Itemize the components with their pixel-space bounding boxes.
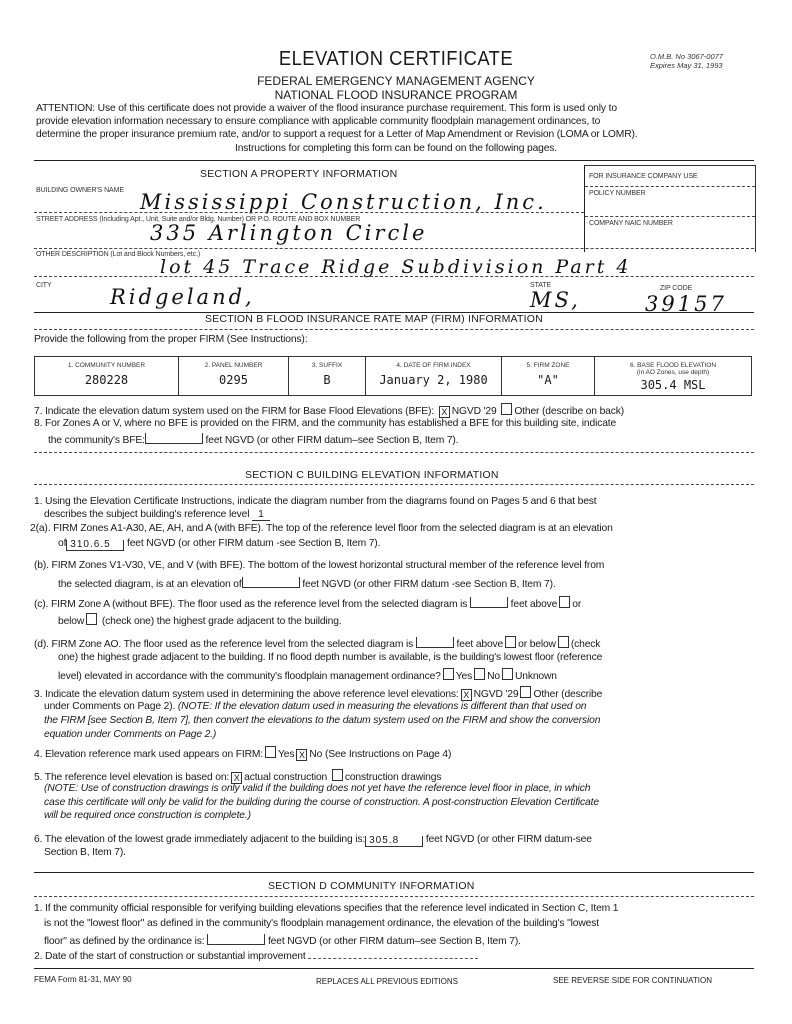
actual-construction-checkbox[interactable]: X (231, 772, 242, 784)
item-d2 (34, 949, 478, 962)
item-c3-line-3: the FIRM [see Section B, Item 7], then convert the elevations to the datum system used on the FIRM and show the conversion (44, 715, 601, 726)
item-c2d-line-1 (34, 636, 600, 650)
item-c2b-units: feet NGVD (or other FIRM datum -see Section B, Item 7). (302, 579, 556, 590)
community-bfe-units: feet NGVD (or other FIRM datum–see Section B, Item 7). (205, 435, 459, 446)
divider (34, 872, 754, 873)
community-bfe-field[interactable] (145, 433, 203, 444)
other-datum-checkbox[interactable] (501, 403, 512, 415)
insurance-company-box (584, 165, 756, 252)
firm-zone-label: 5. FIRM ZONE (526, 362, 570, 369)
item-c2d-check: (check (570, 639, 601, 650)
item-c2c-line-1 (34, 596, 581, 610)
panel-number-value[interactable]: 0295 (219, 373, 248, 387)
naic-number-label: COMPANY NAIC NUMBER (589, 220, 673, 227)
divider (34, 212, 584, 213)
bfe-sublabel: (in AO Zones, use depth) (636, 369, 710, 376)
zone-ao-height-field[interactable] (416, 637, 454, 648)
item-c2a-units: feet NGVD (or other FIRM datum -see Section B, Item 7). (127, 538, 381, 549)
item-c2c-above-label: feet above (510, 599, 558, 610)
c3-other-label: Other (describe (533, 689, 603, 700)
mark-yes-checkbox[interactable] (265, 746, 276, 758)
firm-intro: Provide the following from the proper FIRM (See Instructions): (34, 334, 308, 345)
no-label: No (487, 671, 500, 682)
firm-date-value[interactable]: January 2, 1980 (379, 373, 488, 387)
expiration-date: Expires May 31, 1993 (650, 61, 723, 70)
item-c2d-text: (d). FIRM Zone AO. The floor used as the reference level from the selected diagram is (34, 639, 414, 650)
item-b7-text: 7. Indicate the elevation datum system used on the FIRM for Base Flood Elevations (BFE): (34, 406, 435, 417)
item-c4 (34, 746, 451, 761)
suffix-label: 3. SUFFIX (311, 362, 343, 369)
mark-no-checkbox[interactable]: X (296, 749, 307, 761)
item-c6-text: 6. The elevation of the lowest grade immediately adjacent to the building is: (34, 834, 366, 845)
construction-date-label: 2. Date of the start of construction or substantial improvement (34, 951, 306, 962)
lowest-grade-elevation-field[interactable]: 305.8 (365, 836, 423, 847)
item-c1-line-2 (44, 509, 270, 520)
item-c2b-prefix: the selected diagram, is at an elevation of (58, 579, 242, 590)
diagram-number-value[interactable]: 1 (252, 509, 270, 521)
panel-number-label: 2. PANEL NUMBER (204, 362, 263, 369)
zone-ao-above-checkbox[interactable] (505, 636, 516, 648)
form-number: FEMA Form 81-31, MAY 90 (34, 975, 132, 984)
ngvd29-label: NGVD '29 (451, 406, 497, 417)
divider (34, 248, 754, 249)
divider (34, 329, 754, 330)
state-label: STATE (530, 282, 552, 289)
item-c2b-line-1: (b). FIRM Zones V1-V30, VE, and V (with BFE). The bottom of the lowest horizontal structural member of the reference level from (34, 560, 605, 571)
item-c2d-question: level) elevated in accordance with the community's floodplain management ordinance? (58, 671, 441, 682)
owner-name-value[interactable]: Mississippi Construction, Inc. (140, 190, 547, 214)
item-d1-line-2: is not the "lowest floor" as defined in the community's floodplain management ordinance, the elevation of the building's "lowest (44, 918, 599, 929)
firm-zone-value[interactable]: "A" (537, 373, 559, 387)
unknown-label: Unknown (514, 671, 557, 682)
item-c2d-line-2: one) the highest grade adjacent to the building. If no flood depth number is available, is the building's lowest floor (reference (58, 652, 603, 663)
owner-name-label: BUILDING OWNER'S NAME (36, 187, 124, 194)
item-c2c-tail: (check one) the highest grade adjacent to the building. (101, 616, 342, 627)
item-c5-text: 5. The reference level elevation is based on: (34, 772, 230, 783)
item-c2c-text: (c). FIRM Zone A (without BFE). The floor used as the reference level from the selected diagram is (34, 599, 468, 610)
item-c5-note-2: case this certificate will only be valid for the building during the course of construction. A post-construction Elevation Certificate (44, 797, 599, 808)
item-c2d-below-label: or below (518, 639, 556, 650)
item-c3-line-1 (34, 686, 602, 701)
other-datum-label: Other (describe on back) (514, 406, 625, 417)
item-c2d-above-label: feet above (456, 639, 504, 650)
street-address-value[interactable]: 335 Arlington Circle (150, 221, 428, 245)
item-c3-text: 3. Indicate the elevation datum system used in determining the above reference level elevations: (34, 689, 459, 700)
continuation-note: SEE REVERSE SIDE FOR CONTINUATION (553, 976, 712, 985)
reference-level-elevation-field[interactable]: 310.6.5 (66, 540, 124, 551)
item-d1-line-3 (44, 934, 521, 947)
bfe-value[interactable]: 305.4 MSL (640, 378, 706, 392)
item-c3-comments: under Comments on Page 2). (44, 701, 176, 712)
replaces-note: REPLACES ALL PREVIOUS EDITIONS (316, 977, 458, 986)
item-c2a-line-2 (58, 538, 380, 551)
item-c3-note: (NOTE: If the elevation datum used in measuring the elevations is different than that used on (177, 701, 587, 712)
insurance-use-label: FOR INSURANCE COMPANY USE (589, 173, 698, 180)
bfe-label: 6. BASE FLOOD ELEVATION (629, 362, 717, 369)
item-c6-units: feet NGVD (or other FIRM datum-see (425, 834, 592, 845)
section-d-title: SECTION D COMMUNITY INFORMATION (268, 880, 475, 892)
zone-a-below-checkbox[interactable] (86, 613, 97, 625)
yes-label: Yes (278, 749, 295, 760)
item-c5-note-1: (NOTE: Use of construction drawings is only valid if the building does not yet have the reference level floor in place, in which (44, 783, 591, 794)
attention-line-1: ATTENTION: Use of this certificate does not provide a waiver of the flood insurance purchase requirement. This form is used only to (36, 103, 617, 114)
item-d1-line-1: 1. If the community official responsible for verifying building elevations specifies that the reference level indicated in Section C, Item 1 (34, 903, 619, 914)
lowest-floor-units: feet NGVD (or other FIRM datum–see Section B, Item 7). (267, 936, 521, 947)
item-c2d-line-3 (58, 668, 557, 682)
item-c6-line-1 (34, 834, 592, 847)
c3-ngvd29-label: NGVD '29 (473, 689, 519, 700)
item-c5 (34, 769, 441, 784)
item-b8-line-2 (48, 433, 458, 446)
street-address-label: STREET ADDRESS (Including Apt., Unit, Suite and/or Bldg. Number) OR P.O. ROUTE AND BOX NUMBER (36, 216, 361, 223)
section-a-title: SECTION A PROPERTY INFORMATION (200, 168, 398, 180)
suffix-cell (289, 357, 366, 395)
divider (585, 186, 755, 187)
no-label: No (309, 749, 323, 760)
lowest-member-elevation-field[interactable] (242, 577, 300, 588)
community-number-label: 1. COMMUNITY NUMBER (67, 362, 146, 369)
item-c4-text: 4. Elevation reference mark used appears on FIRM: (34, 749, 264, 760)
omb-number: O.M.B. No 3067-0077 (650, 52, 723, 61)
divider (34, 896, 754, 897)
divider (34, 968, 754, 969)
item-c4-note: (See Instructions on Page 4) (324, 749, 452, 760)
c3-other-checkbox[interactable] (520, 686, 531, 698)
item-c2c-line-2 (58, 613, 342, 627)
section-b-title: SECTION B FLOOD INSURANCE RATE MAP (FIRM) INFORMATION (205, 313, 543, 325)
firm-table (34, 356, 752, 396)
actual-construction-label: actual construction (244, 772, 328, 783)
divider (34, 160, 754, 161)
item-c2c-or: or (572, 599, 582, 610)
zone-a-above-checkbox[interactable] (559, 596, 570, 608)
community-bfe-label: the community's BFE: (48, 435, 145, 446)
item-c2a-prefix: of (58, 538, 67, 549)
zone-ao-below-checkbox[interactable] (558, 636, 569, 648)
other-description-label: OTHER DESCRIPTION (Lot and Block Numbers, etc.) (36, 251, 201, 258)
item-c2a-line-1: 2(a). FIRM Zones A1-A30, AE, AH, and A (with BFE). The top of the reference level floor from the selected diagram is at an elevation (30, 523, 613, 534)
ordinance-no-checkbox[interactable] (474, 668, 485, 680)
city-value[interactable]: Ridgeland, (110, 285, 255, 309)
community-number-value[interactable]: 280228 (84, 373, 129, 387)
divider (34, 452, 754, 453)
base-flood-elevation-cell (595, 357, 751, 395)
item-c1-line-1: 1. Using the Elevation Certificate Instructions, indicate the diagram number from the diagrams found on Pages 5 and 6 that best (34, 496, 597, 507)
lowest-floor-label: floor" as defined by the ordinance is: (44, 936, 205, 947)
firm-date-cell (366, 357, 502, 395)
diagram-number-label: describes the subject building's reference level (44, 509, 250, 520)
zip-code-label: ZIP CODE (660, 285, 693, 292)
attention-line-3: determine the proper insurance premium rate, and/or to support a request for a Letter of Map Amendment or Revision (LOMA or LOMR). (36, 129, 638, 140)
instructions-note: Instructions for completing this form can be found on the following pages. (234, 143, 558, 154)
divider (34, 276, 754, 277)
firm-zone-cell (502, 357, 595, 395)
ordinance-unknown-checkbox[interactable] (502, 668, 513, 680)
suffix-value[interactable]: B (323, 373, 331, 387)
city-label: CITY (36, 282, 52, 289)
construction-drawings-checkbox[interactable] (332, 769, 343, 781)
policy-number-label: POLICY NUMBER (589, 190, 646, 197)
zone-a-height-field[interactable] (470, 597, 508, 608)
agency-name: FEDERAL EMERGENCY MANAGEMENT AGENCY (257, 74, 535, 88)
divider (34, 484, 754, 485)
state-value[interactable]: MS, (530, 288, 581, 312)
item-c6-line-2: Section B, Item 7). (44, 847, 126, 858)
item-c5-note-3: will be required once construction is complete.) (44, 810, 251, 821)
panel-number-cell (179, 357, 289, 395)
yes-label: Yes (455, 671, 473, 682)
construction-drawings-label: construction drawings (344, 772, 442, 783)
item-b8-line-1: 8. For Zones A or V, where no BFE is provided on the FIRM, and the community has established a BFE for this building site, indicate (34, 418, 617, 429)
c3-ngvd29-checkbox[interactable]: X (461, 689, 472, 701)
program-name: NATIONAL FLOOD INSURANCE PROGRAM (274, 88, 518, 102)
ordinance-yes-checkbox[interactable] (443, 668, 454, 680)
ngvd29-checkbox[interactable]: X (439, 406, 450, 418)
lowest-floor-elevation-field[interactable] (207, 934, 265, 945)
divider (585, 216, 755, 217)
item-b7 (34, 403, 624, 418)
item-c2b-line-2 (58, 577, 556, 590)
item-c2c-below-label: below (58, 616, 85, 627)
form-title: ELEVATION CERTIFICATE (278, 48, 514, 70)
firm-date-label: 4. DATE OF FIRM INDEX (396, 362, 471, 369)
item-c3-line-2 (44, 701, 586, 712)
construction-date-field[interactable] (308, 949, 478, 959)
section-c-title: SECTION C BUILDING ELEVATION INFORMATION (245, 469, 499, 481)
attention-line-2: provide elevation information necessary to ensure compliance with applicable community floodplain management ordinances, to (36, 116, 601, 127)
other-description-value[interactable]: lot 45 Trace Ridge Subdivision Part 4 (160, 256, 632, 278)
zip-code-value[interactable]: 39157 (645, 292, 727, 316)
item-c3-line-4: equation under Comments on Page 2.) (44, 729, 217, 740)
community-number-cell (35, 357, 179, 395)
